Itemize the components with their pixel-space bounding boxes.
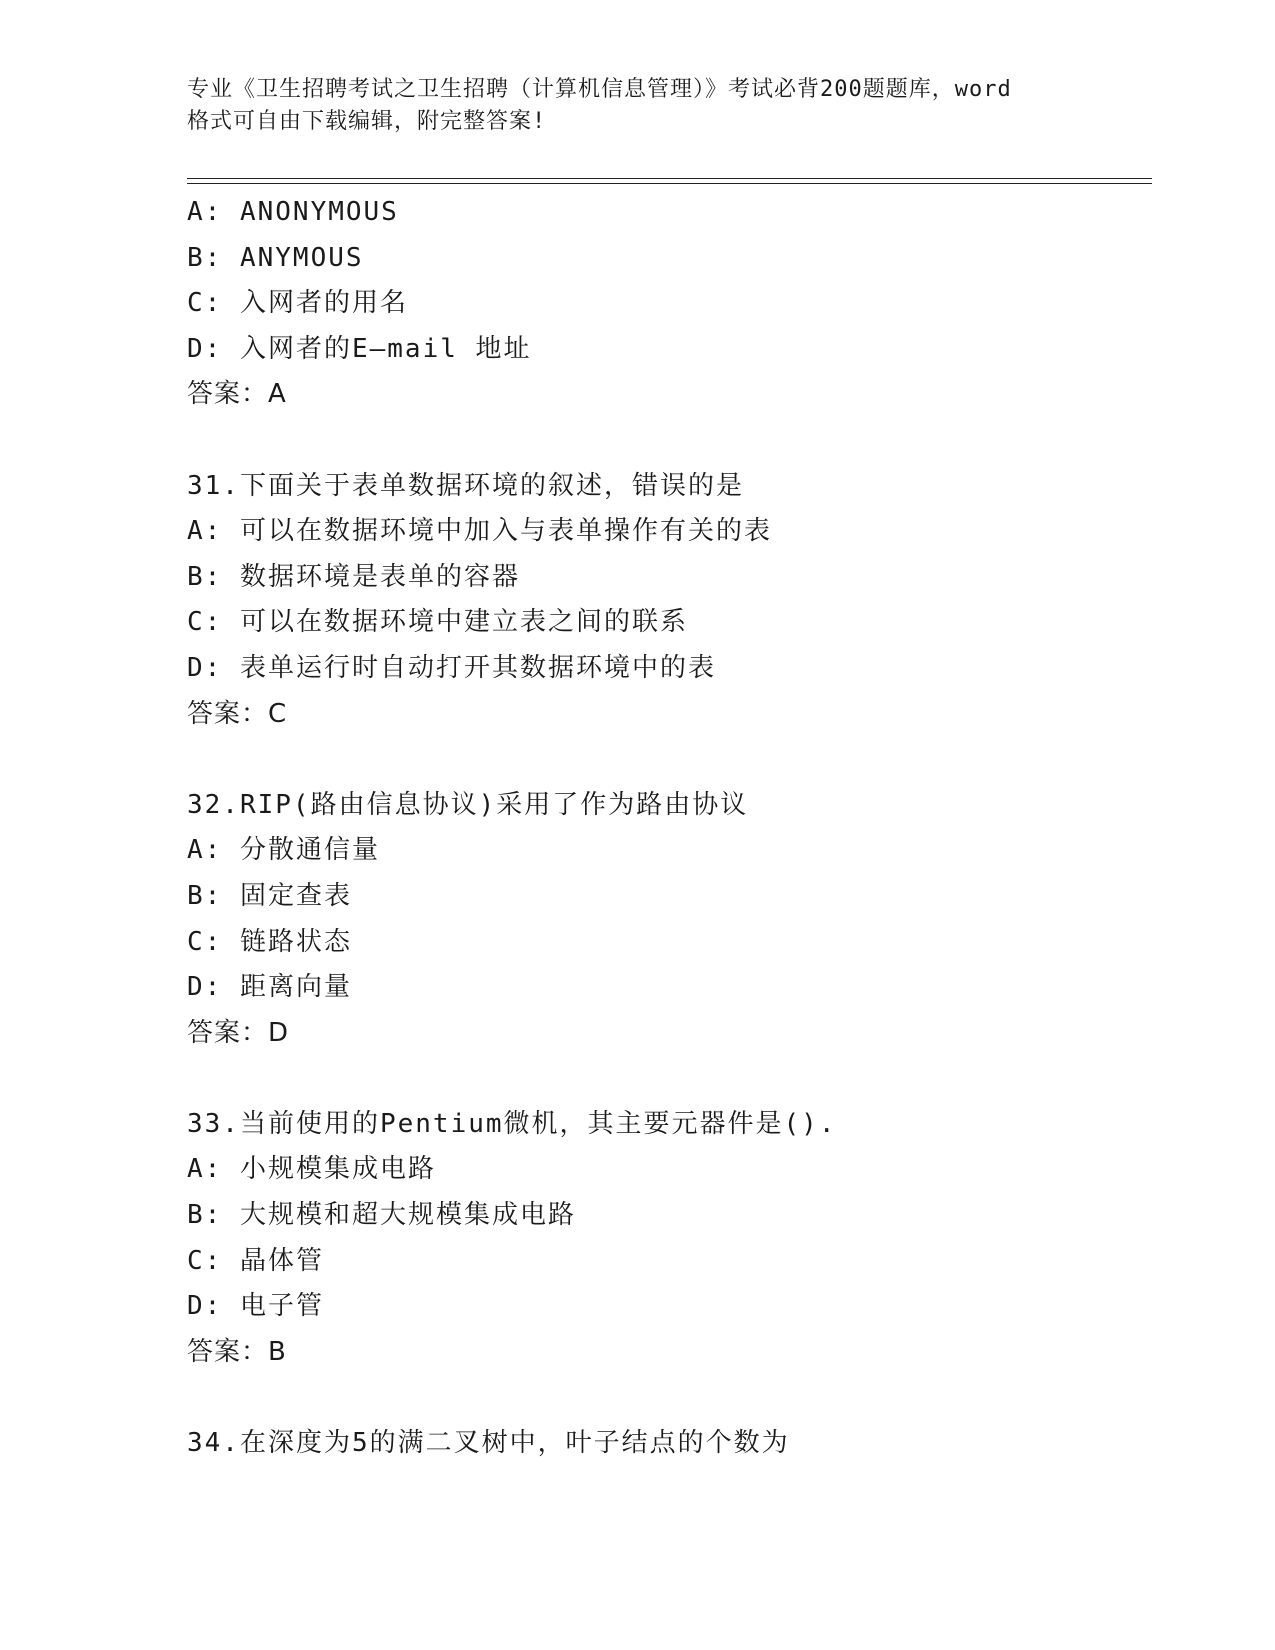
option-c: C: 可以在数据环境中建立表之间的联系 <box>187 607 688 638</box>
spacer <box>187 1375 1152 1421</box>
option-a: A: 可以在数据环境中加入与表单操作有关的表 <box>187 516 772 547</box>
option-d: D: 入网者的E—mail 地址 <box>187 333 532 364</box>
document-page <box>187 0 1152 1650</box>
spacer <box>187 1056 1152 1102</box>
option-b: B: 大规模和超大规模集成电路 <box>187 1200 576 1231</box>
spacer <box>187 418 1152 464</box>
option-b: B: ANYMOUS <box>187 242 364 273</box>
question-text: 34.在深度为5的满二叉树中，叶子结点的个数为 <box>187 1428 790 1459</box>
question-text: 31.下面关于表单数据环境的叙述，错误的是 <box>187 470 744 501</box>
question-34 <box>187 1421 1152 1467</box>
option-d: D: 距离向量 <box>187 972 352 1003</box>
header-line-2: 格式可自由下载编辑，附完整答案! <box>187 109 547 134</box>
option-c: C: 入网者的用名 <box>187 288 408 319</box>
option-d: D: 表单运行时自动打开其数据环境中的表 <box>187 652 716 683</box>
question-30 <box>187 190 1152 418</box>
option-c: C: 晶体管 <box>187 1245 324 1276</box>
question-33 <box>187 1102 1152 1376</box>
question-31 <box>187 464 1152 738</box>
option-c: C: 链路状态 <box>187 926 352 957</box>
header-divider <box>187 178 1152 184</box>
question-32 <box>187 783 1152 1057</box>
option-d: D: 电子管 <box>187 1291 324 1322</box>
question-text: 33.当前使用的Pentium微机，其主要元器件是(). <box>187 1108 837 1139</box>
option-b: B: 数据环境是表单的容器 <box>187 561 520 592</box>
question-text: 32.RIP(路由信息协议)采用了作为路由协议 <box>187 789 749 820</box>
answer-label: 答案：D <box>187 1017 290 1048</box>
spacer <box>187 737 1152 783</box>
answer-label: 答案：C <box>187 698 288 729</box>
option-a: A: ANONYMOUS <box>187 197 399 227</box>
answer-label: 答案：B <box>187 1336 287 1367</box>
header-line-1: 专业《卫生招聘考试之卫生招聘（计算机信息管理）》考试必背200题题库，word <box>187 77 1012 102</box>
option-b: B: 固定查表 <box>187 880 352 911</box>
question-list <box>187 190 1152 1467</box>
document-header <box>187 74 1087 138</box>
option-a: A: 小规模集成电路 <box>187 1154 436 1185</box>
option-a: A: 分散通信量 <box>187 835 380 866</box>
answer-label: 答案：A <box>187 379 287 410</box>
